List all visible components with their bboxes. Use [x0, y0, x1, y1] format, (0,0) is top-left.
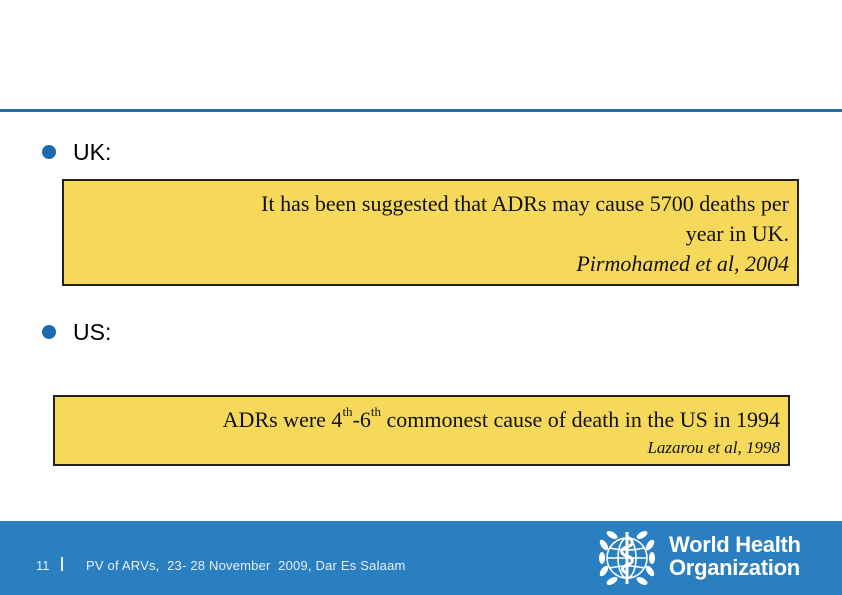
us-quote-box — [53, 395, 790, 466]
us-citation: Lazarou et al, 1998 — [647, 438, 780, 457]
organization-name-line-2: Organization — [669, 555, 800, 580]
us-label: US: — [73, 318, 112, 345]
uk-label: UK: — [73, 138, 112, 165]
us-quote-part: ADRs were 4 — [222, 407, 343, 432]
footer-caption: PV of ARVs, 23- 28 November 2009, Dar Es Salaam — [86, 558, 406, 573]
ordinal-suffix: th — [370, 403, 382, 419]
footer-separator — [61, 557, 63, 571]
who-emblem-icon — [592, 523, 662, 593]
us-bullet — [42, 317, 111, 347]
uk-quote-line-1: It has been suggested that ADRs may cause 5700 deaths per — [261, 191, 789, 216]
us-quote-line — [63, 401, 780, 439]
us-quote-part: -6 — [352, 407, 371, 432]
bullet-dot-icon — [42, 325, 56, 339]
us-quote-part: commonest cause of death in the US in 1994 — [381, 407, 780, 432]
uk-bullet — [42, 137, 111, 167]
footer-bar — [0, 521, 842, 595]
header-divider — [0, 109, 842, 112]
organization-name — [669, 533, 801, 579]
organization-name-line-1: World Health — [669, 532, 801, 557]
page-number: 11 — [36, 558, 50, 573]
uk-citation: Pirmohamed et al, 2004 — [576, 251, 789, 276]
bullet-dot-icon — [42, 145, 56, 159]
ordinal-suffix: th — [342, 403, 353, 419]
uk-quote-line-2: year in UK. — [685, 221, 789, 246]
uk-quote-box — [62, 179, 799, 286]
